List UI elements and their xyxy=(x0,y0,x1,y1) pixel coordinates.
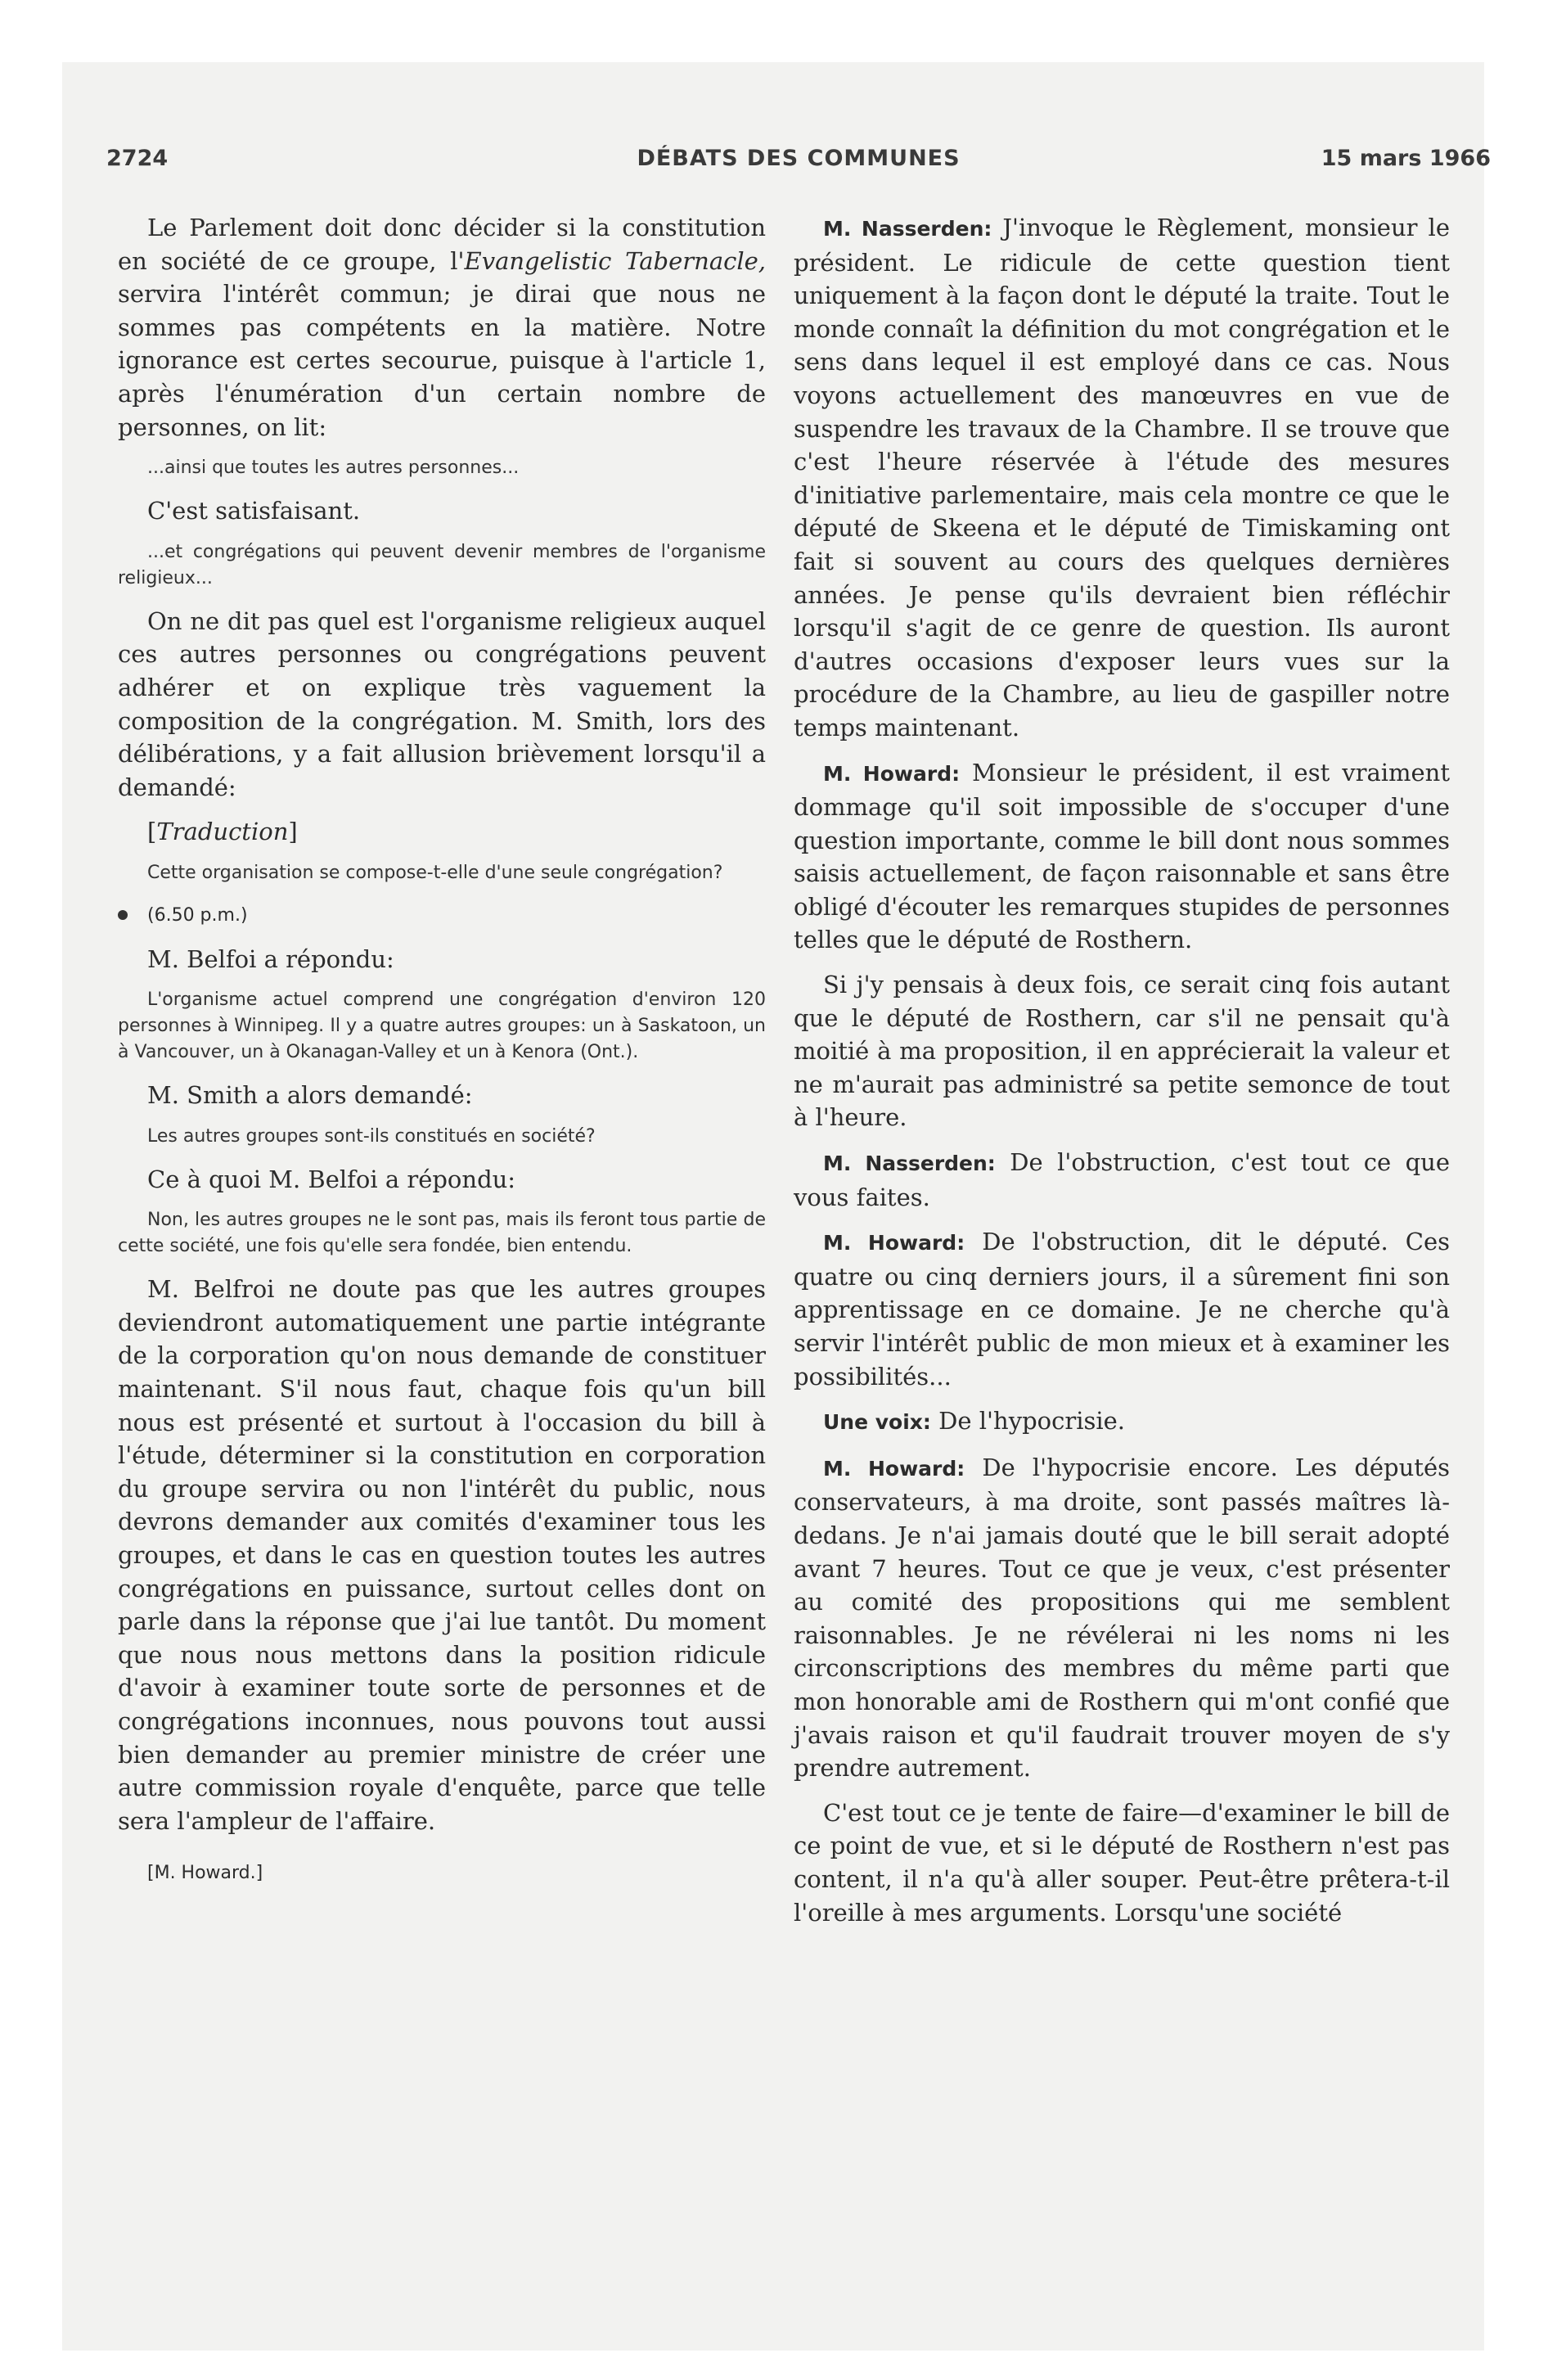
paragraph: C'est satisfaisant. xyxy=(147,497,361,525)
speech: M. Howard: Monsieur le président, il est vraiment dommage qu'il soit impossible de s'occuper d'une question importante, comme le bill dont nous sommes saisis actuellement, de façon raisonnable et sans être obligé d'écouter les remarques stupides de personnes telles que le député de Rosthern. xyxy=(794,758,1450,954)
speech: M. Nasserden: J'invoque le Règlement, monsieur le président. Le ridicule de cette question tient uniquement à la façon dont le député la traite. Tout le monde connaît la définition du mot congrégation et le sens dans lequel il est employé dans ce cas. Nous voyons actuellement des manœuvres en vue de suspendre les travaux de la Chambre. Il se trouve que c'est l'heure réservée à l'étude des mesures d'initiative parlementaire, mais cela montre ce que le député de Skeena et le député de Timiskaming ont fait si souvent au cours des quelques dernières années. Je pense qu'ils devraient bien réfléchir lorsqu'il s'agit de ce genre de question. Ils auront d'autres occasions d'exposer leurs vues sur la procédure de la Chambre, au lieu de gaspiller notre temps maintenant. xyxy=(794,214,1450,741)
page-header xyxy=(106,146,1491,182)
speaker-name: M. Howard: xyxy=(823,1231,965,1255)
paragraph: M. Belfroi ne doute pas que les autres groupes deviendront automatiquement une partie intégrante de la corporation qu'on nous demande de constituer maintenant. S'il nous faut, chaque fois qu'un bill nous est présenté et surtout à l'occasion du bill à l'étude, déterminer si la constitution en corporation du groupe servira ou non l'intérêt du public, nous devrons demander aux comités d'examiner tous les groupes, et dans le cas en question toutes les autres congrégations en puissance, surtout celles dont on parle dans la réponse que j'ai lue tantôt. Du moment que nous nous mettons dans la position ridicule d'avoir à examiner toute sorte de personnes et de congrégations inconnues, nous pouvons tout aussi bien demander au premier ministre de créer une autre commission royale d'enquête, parce que telle sera l'ampleur de l'affaire. xyxy=(118,1275,766,1835)
speech: Une voix: De l'hypocrisie. xyxy=(823,1407,1126,1436)
paragraph: M. Smith a alors demandé: xyxy=(147,1081,473,1110)
paragraph: Si j'y pensais à deux fois, ce serait cinq fois autant que le député de Rosthern, car s'il ne pensait qu'à moitié à ma proposition, il en apprécierait la valeur et ne m'aurait pas administré sa petite semonce de tout à l'heure. xyxy=(794,971,1450,1132)
quotation: Non, les autres groupes ne le sont pas, mais ils feront tous partie de cette société, une fois qu'elle sera fondée, bien entendu. xyxy=(118,1210,766,1257)
emphasis-text: Evangelistic Tabernacle, xyxy=(464,246,767,275)
bullet-icon xyxy=(118,910,128,920)
quotation: Les autres groupes sont-ils constitués en société? xyxy=(147,1125,596,1147)
paragraph: M. Belfoi a répondu: xyxy=(147,944,394,973)
left-column xyxy=(118,211,766,1891)
speaker-attribution: [M. Howard.] xyxy=(147,1863,263,1884)
quotation: Cette organisation se compose-t-elle d'une seule congrégation? xyxy=(147,862,723,883)
quotation: ...et congrégations qui peuvent devenir membres de l'organisme religieux... xyxy=(118,541,766,588)
paragraph: Ce à quoi M. Belfoi a répondu: xyxy=(147,1165,516,1193)
quotation: ...ainsi que toutes les autres personnes... xyxy=(147,458,520,479)
paragraph: C'est tout ce je tente de faire—d'examiner le bill de ce point de vue, et si le député de Rosthern n'est pas content, il n'a qu'à aller souper. Peut-être prêtera-t-il l'oreille à mes arguments. Lorsqu'une société xyxy=(794,1798,1450,1927)
issue-date: 15 mars 1966 xyxy=(1321,146,1491,171)
speaker-name: Une voix: xyxy=(823,1410,931,1435)
time-marker: (6.50 p.m.) xyxy=(118,899,766,933)
speech: M. Howard: De l'hypocrisie encore. Les députés conservateurs, à ma droite, sont passés maîtres là-dedans. Je n'ai jamais douté que le bill serait adopté avant 7 heures. Tout ce que je veux, c'est présenter au comité des propositions qui me semblent raisonnables. Je ne révélerai ni les noms ni les circonscriptions des membres du même parti que mon honorable ami de Rosthern qui m'ont confié que j'avais raison et qu'il faudrait trouver moyen de s'y prendre autrement. xyxy=(794,1453,1450,1783)
speech: M. Nasserden: De l'obstruction, c'est tout ce que vous faites. xyxy=(794,1148,1450,1211)
publication-title: DÉBATS DES COMMUNES xyxy=(637,146,961,171)
quotation: L'organisme actuel comprend une congrégation d'environ 120 personnes à Winnipeg. Il y a quatre autres groupes: un à Saskatoon, un à Vancouver, un à Okanagan-Valley et un à Kenora (Ont.). xyxy=(118,989,766,1063)
speech: M. Howard: De l'obstruction, dit le député. Ces quatre ou cinq derniers jours, il a sûrement fini son apprentissage en ce domaine. Je ne cherche qu'à servir l'intérêt public de mon mieux et à examiner les possibilités... xyxy=(794,1228,1450,1391)
speaker-name: M. Howard: xyxy=(823,761,961,786)
speaker-name: M. Howard: xyxy=(823,1456,965,1481)
paragraph: On ne dit pas quel est l'organisme religieux auquel ces autres personnes ou congrégations peuvent adhérer et on explique très vaguement la composition de la congrégation. M. Smith, lors des délibérations, y a fait allusion brièvement lorsqu'il a demandé: xyxy=(118,606,766,801)
page-number: 2724 xyxy=(106,146,169,171)
paragraph: Le Parlement doit donc décider si la constitution en société de ce groupe, l'Evangelistic Tabernacle, servira l'intérêt commun; je dirai que nous ne sommes pas compétents en la matière. Notre ignorance est certes secourue, puisque à l'article 1, après l'énumération d'un certain nombre de personnes, on lit: xyxy=(118,214,767,441)
speaker-name: M. Nasserden: xyxy=(823,1152,996,1176)
speaker-name: M. Nasserden: xyxy=(823,217,992,241)
right-column xyxy=(794,211,1450,1941)
translation-tag: [Traduction] xyxy=(147,818,298,846)
